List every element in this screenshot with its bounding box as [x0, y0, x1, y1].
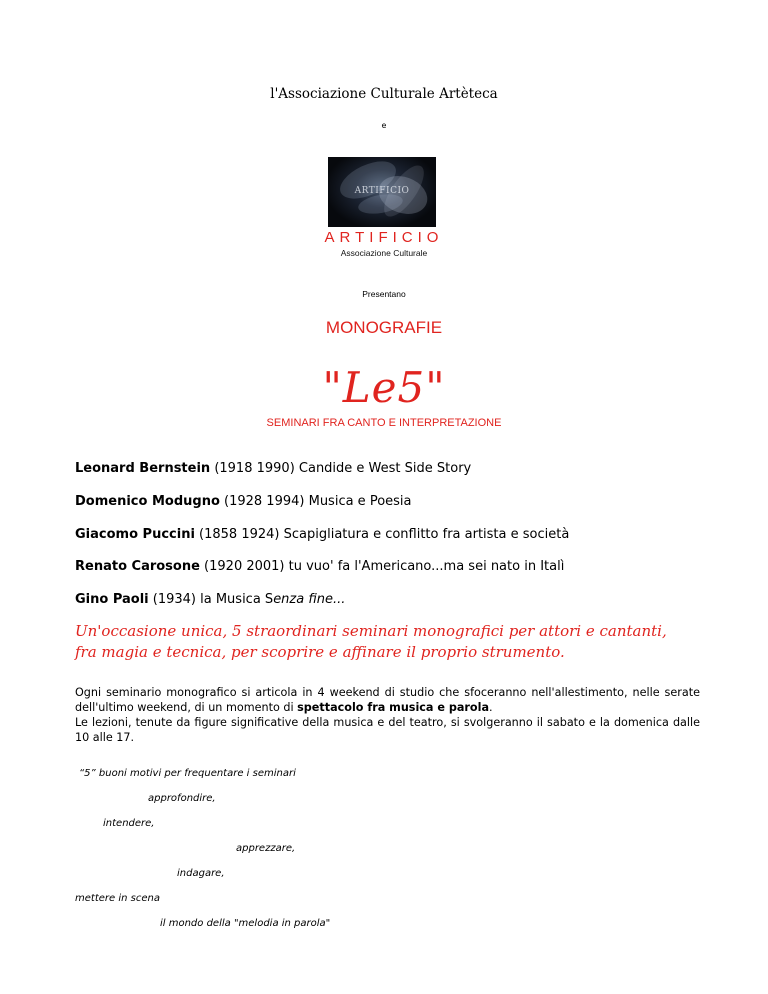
- le5-graphic-title: "Le5": [322, 363, 446, 412]
- tagline-line: Un'occasione unica, 5 straordinari seminari monografici per attori e cantanti,: [75, 622, 667, 640]
- motivi-item: apprezzare,: [236, 843, 296, 854]
- presenting-text: Presentano: [362, 289, 406, 299]
- lesson-detail: (1934) la Musica S: [148, 592, 274, 607]
- lesson-name: Leonard Bernstein: [75, 461, 211, 476]
- conjunction-text: e: [381, 121, 387, 130]
- description-bold: spettacolo fra musica e parola: [297, 701, 490, 714]
- lesson-item: [75, 527, 569, 542]
- logo-image-text: ARTIFICIO: [354, 186, 410, 196]
- description-paragraph: [75, 685, 700, 745]
- brand-name: ARTIFICIO: [324, 229, 444, 246]
- brand-subtitle: Associazione Culturale: [340, 248, 428, 258]
- motivi-heading: “5” buoni motivi per frequentare i seminari: [79, 768, 296, 779]
- main-title: MONOGRAFIE: [325, 318, 443, 337]
- lesson-detail: (1920 2001) tu vuo' fa l'Americano...ma sei nato in Italì: [199, 559, 565, 574]
- lesson-item: [75, 461, 471, 476]
- motivi-item: indagare,: [177, 868, 225, 879]
- description-text: Ogni seminario monografico si articola in 4 weekend di studio che sfoceranno nell'allestimento, nelle serate dell'ultimo weekend, di un momento di: [75, 686, 700, 714]
- tagline: [75, 621, 667, 663]
- lesson-item: [75, 559, 564, 574]
- association-name: l'Associazione Culturale Artèteca: [270, 86, 498, 102]
- lesson-detail: (1858 1924) Scapigliatura e conflitto fra artista e società: [194, 527, 570, 542]
- lesson-item: [75, 592, 345, 607]
- artificio-logo-image: [328, 157, 436, 227]
- lesson-name: Giacomo Puccini: [75, 527, 195, 542]
- description-text: .: [489, 701, 493, 714]
- lesson-item: [75, 494, 412, 509]
- motivi-item: mettere in scena: [75, 893, 160, 904]
- lesson-name: Renato Carosone: [75, 559, 200, 574]
- motivi-item: il mondo della "melodia in parola": [160, 918, 331, 929]
- seminars-heading: SEMINARI FRA CANTO E INTERPRETAZIONE: [266, 417, 502, 429]
- lesson-detail: (1928 1994) Musica e Poesia: [219, 494, 412, 509]
- lesson-detail-italic: enza fine...: [273, 592, 346, 607]
- motivi-item: intendere,: [103, 818, 155, 829]
- lesson-name: Gino Paoli: [75, 592, 149, 607]
- motivi-item: approfondire,: [148, 793, 216, 804]
- lesson-detail: (1918 1990) Candide e West Side Story: [210, 461, 472, 476]
- description-text: Le lezioni, tenute da figure significative della musica e del teatro, si svolgeranno il sabato e la domenica dalle 10 alle 17.: [75, 716, 700, 744]
- tagline-line: fra magia e tecnica, per scoprire e affinare il proprio strumento.: [75, 643, 565, 661]
- lesson-name: Domenico Modugno: [75, 494, 220, 509]
